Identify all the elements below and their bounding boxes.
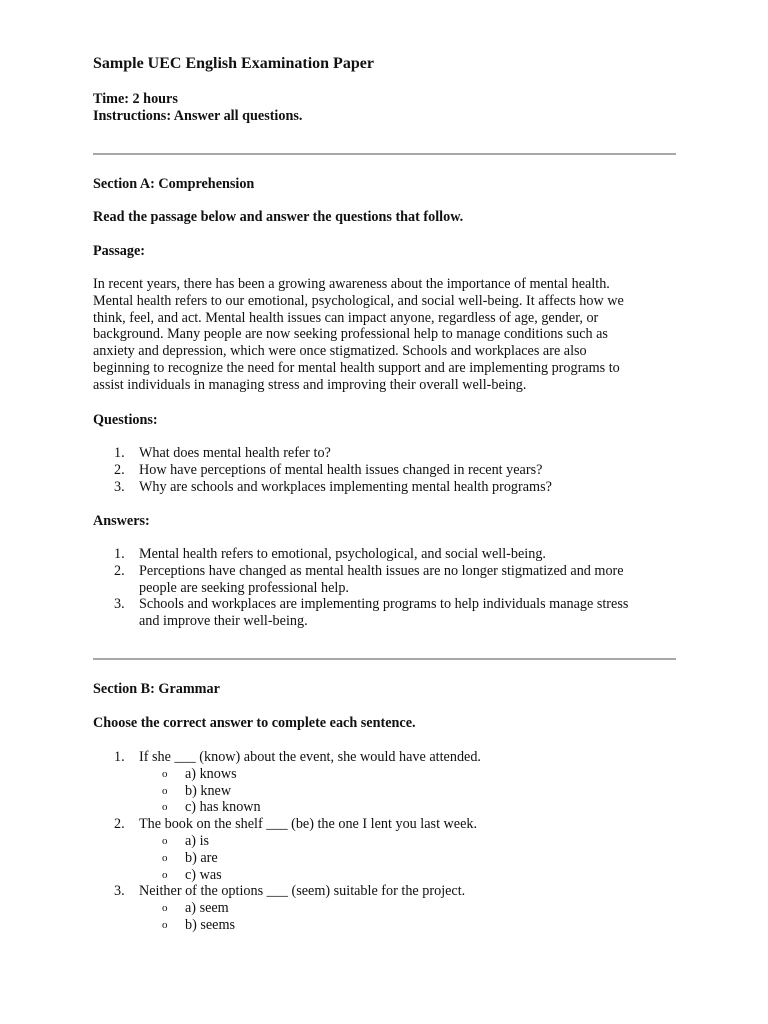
option-label: b) knew: [185, 782, 232, 799]
option-item: [139, 766, 683, 783]
bullet-icon: o: [162, 784, 168, 797]
option-list: [139, 766, 683, 816]
passage: [93, 276, 678, 394]
question-item: [93, 445, 683, 462]
grammar-number: 1.: [114, 749, 125, 765]
option-list: [139, 900, 683, 934]
answer-text: Schools and workplaces are implementing programs to help individuals manage stress: [139, 596, 629, 613]
questions-label: Questions:: [93, 412, 158, 428]
option-item: [139, 867, 683, 884]
question-item: [93, 462, 683, 479]
passage-line: assist individuals in managing stress and improving their overall well-being.: [93, 376, 527, 393]
instructions-line: Instructions: Answer all questions.: [93, 108, 303, 124]
section-b-directive: Choose the correct answer to complete each sentence.: [93, 715, 416, 731]
grammar-number: 2.: [114, 816, 125, 833]
answer-item: [93, 596, 683, 630]
passage-line: background. Many people are now seeking professional help to manage conditions such as: [93, 326, 608, 343]
grammar-sentence: The book on the shelf ___ (be) the one I lent you last week.: [139, 816, 478, 833]
passage-line: In recent years, there has been a growing awareness about the importance of mental health.: [93, 276, 610, 292]
option-label: a) is: [185, 832, 210, 849]
page-title: Sample UEC English Examination Paper: [93, 55, 374, 72]
bullet-icon: o: [162, 902, 168, 915]
bullet-icon: o: [162, 851, 168, 864]
option-item: [139, 833, 683, 850]
passage-label: Passage:: [93, 243, 146, 259]
answer-number: 2.: [114, 562, 125, 579]
divider: [93, 153, 676, 155]
section-b-heading: Section B: Grammar: [93, 681, 220, 697]
question-text: What does mental health refer to?: [139, 445, 331, 461]
bullet-icon: o: [162, 801, 168, 814]
answer-text: people are seeking professional help.: [139, 579, 349, 596]
section-a-directive: Read the passage below and answer the questions that follow.: [93, 209, 464, 225]
bullet-icon: o: [162, 868, 168, 881]
option-list: [139, 833, 683, 883]
passage-line: Mental health refers to our emotional, psychological, and social well-being. It affects how we: [93, 292, 624, 309]
passage-line: think, feel, and act. Mental health issues can impact anyone, regardless of age, gender, or: [93, 309, 599, 326]
answer-text: and improve their well-being.: [139, 613, 308, 630]
option-label: b) seems: [185, 916, 236, 933]
question-text: Why are schools and workplaces implementing mental health programs?: [139, 478, 552, 495]
option-item: [139, 900, 683, 917]
answers-label: Answers:: [93, 513, 150, 529]
grammar-item: [93, 816, 683, 883]
question-text: How have perceptions of mental health issues changed in recent years?: [139, 461, 543, 478]
grammar-item: [93, 883, 683, 933]
passage-line: beginning to recognize the need for mental health support and are implementing programs to: [93, 359, 620, 376]
option-item: [139, 799, 683, 816]
answer-number: 1.: [114, 546, 125, 562]
question-number: 3.: [114, 478, 125, 495]
answer-number: 3.: [114, 596, 125, 613]
answer-text: Mental health refers to emotional, psychological, and social well-being.: [139, 546, 546, 562]
question-number: 2.: [114, 461, 125, 478]
bullet-icon: o: [162, 918, 168, 931]
question-item: [93, 479, 683, 496]
bullet-icon: o: [162, 767, 168, 780]
answer-item: [93, 563, 683, 597]
time-line: Time: 2 hours: [93, 91, 178, 107]
option-label: b) are: [185, 849, 218, 866]
grammar-sentence: Neither of the options ___ (seem) suitable for the project.: [139, 883, 466, 900]
grammar-sentence: If she ___ (know) about the event, she would have attended.: [139, 749, 481, 765]
option-label: a) seem: [185, 900, 229, 917]
grammar-item: [93, 749, 683, 816]
grammar-list: [93, 749, 683, 934]
questions-list: [93, 445, 683, 495]
option-label: a) knows: [185, 765, 237, 782]
passage-line: anxiety and depression, which were once stigmatized. Schools and workplaces are also: [93, 343, 587, 360]
grammar-number: 3.: [114, 883, 125, 900]
section-a-heading: Section A: Comprehension: [93, 176, 255, 192]
answer-item: [93, 546, 683, 563]
option-item: [139, 917, 683, 934]
answer-text: Perceptions have changed as mental health issues are no longer stigmatized and more: [139, 562, 624, 579]
divider: [93, 658, 676, 660]
bullet-icon: o: [162, 834, 168, 847]
option-item: [139, 783, 683, 800]
option-item: [139, 850, 683, 867]
answers-list: [93, 546, 683, 630]
question-number: 1.: [114, 445, 125, 461]
option-label: c) has known: [185, 799, 261, 816]
option-label: c) was: [185, 866, 222, 883]
